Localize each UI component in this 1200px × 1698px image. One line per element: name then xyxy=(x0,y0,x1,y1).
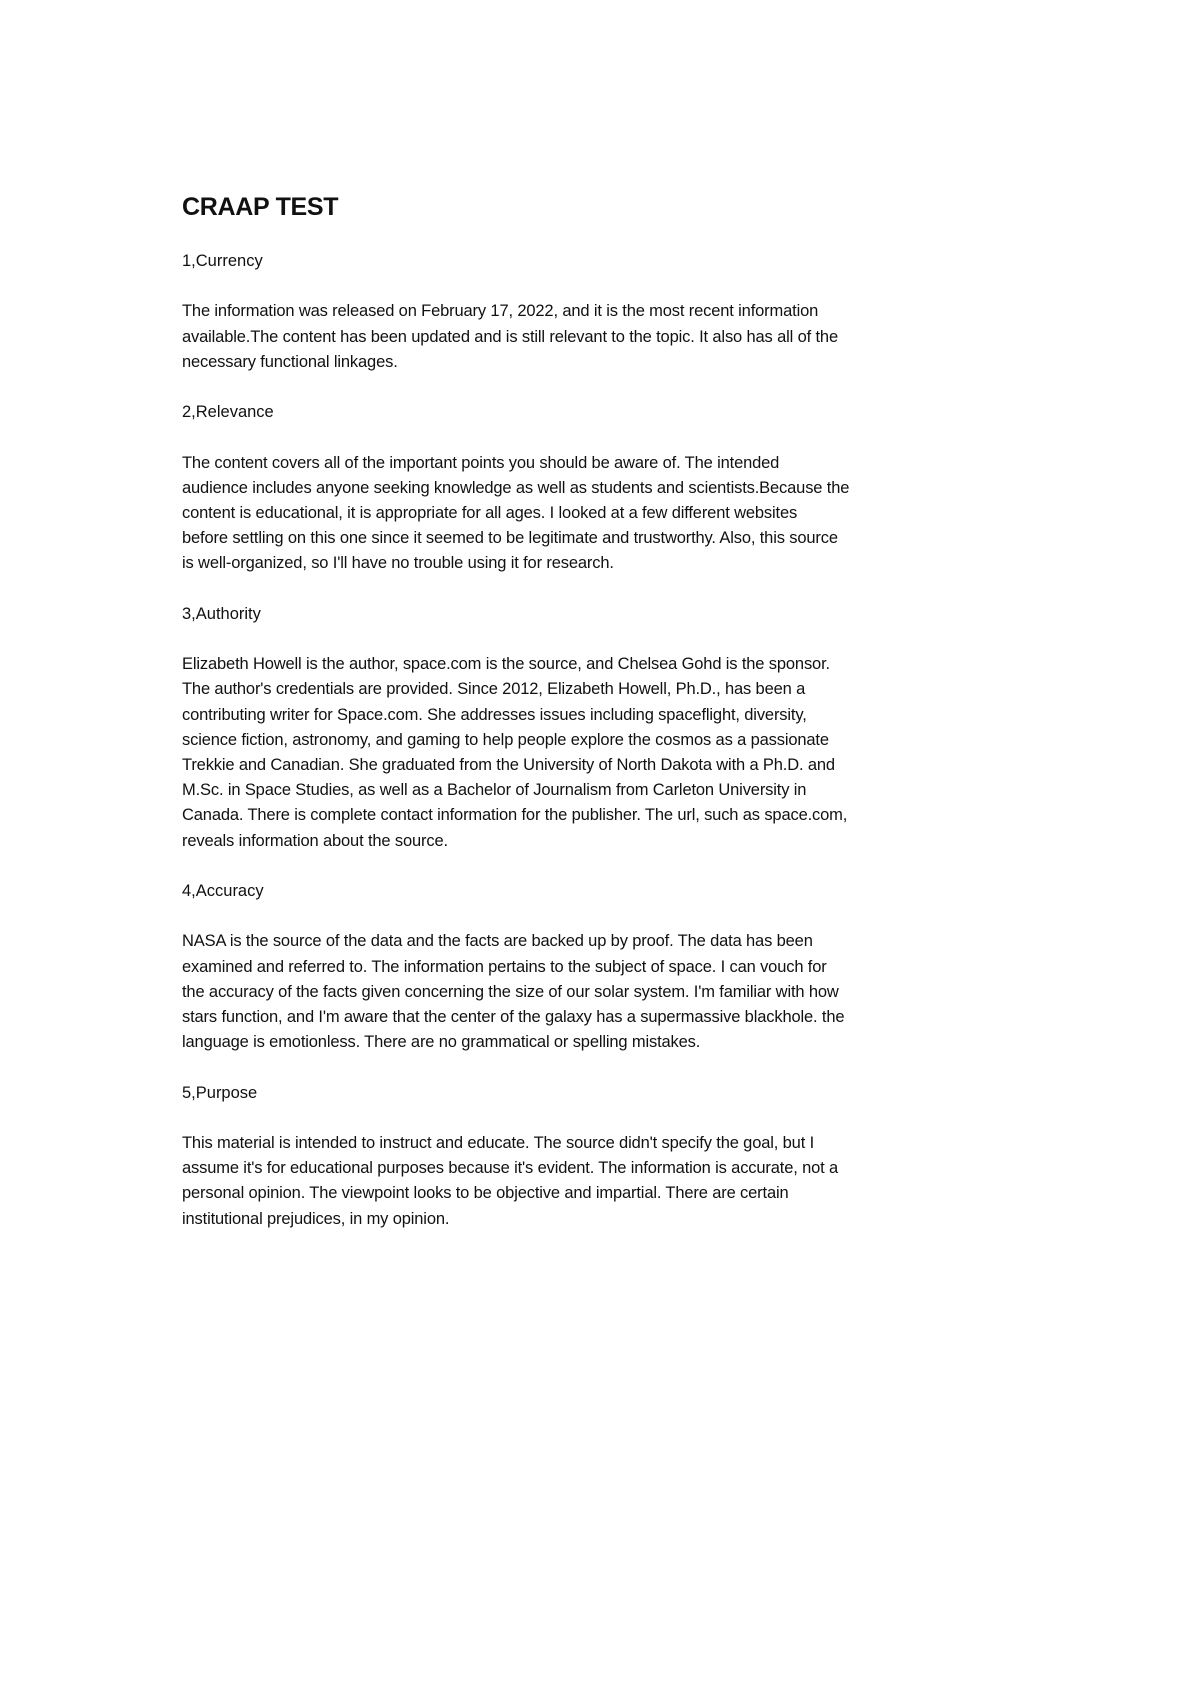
paragraph-line: language is emotionless. There are no grammatical or spelling mistakes. xyxy=(182,1033,701,1052)
paragraph-line: The author's credentials are provided. Since 2012, Elizabeth Howell, Ph.D., has been a xyxy=(182,680,806,699)
paragraph-line: This material is intended to instruct and educate. The source didn't specify the goal, but I xyxy=(182,1133,814,1152)
section-heading: 2,Relevance xyxy=(182,403,274,422)
paragraph-line: Elizabeth Howell is the author, space.com is the source, and Chelsea Gohd is the sponsor. xyxy=(182,655,830,674)
section-paragraph xyxy=(182,1131,1042,1232)
paragraph-line: assume it's for educational purposes because it's evident. The information is accurate, not a xyxy=(182,1159,839,1178)
paragraph-line: audience includes anyone seeking knowledge as well as students and scientists.Because the xyxy=(182,478,850,497)
section xyxy=(182,400,1042,576)
paragraph-line: content is educational, it is appropriate for all ages. I looked at a few different websites xyxy=(182,503,798,522)
paragraph-line: stars function, and I'm aware that the center of the galaxy has a supermassive blackhole. the xyxy=(182,1007,845,1026)
section xyxy=(182,1081,1042,1232)
paragraph-line: The information was released on February 17, 2022, and it is the most recent information xyxy=(182,302,819,321)
section-paragraph xyxy=(182,299,1042,375)
paragraph-line: the accuracy of the facts given concerning the size of our solar system. I'm familiar with how xyxy=(182,982,839,1001)
paragraph-line: available.The content has been updated and is still relevant to the topic. It also has all of the xyxy=(182,327,838,346)
section-paragraph xyxy=(182,929,1042,1055)
document-page xyxy=(182,190,1042,1257)
paragraph-line: science fiction, astronomy, and gaming to help people explore the cosmos as a passionate xyxy=(182,730,829,749)
paragraph-line: reveals information about the source. xyxy=(182,831,448,850)
document-body xyxy=(182,249,1042,1232)
paragraph-line: institutional prejudices, in my opinion. xyxy=(182,1209,450,1228)
section xyxy=(182,879,1042,1055)
section-heading: 1,Currency xyxy=(182,252,263,270)
paragraph-line: before settling on this one since it seemed to be legitimate and trustworthy. Also, this source xyxy=(182,529,838,548)
section-heading: 5,Purpose xyxy=(182,1083,258,1102)
paragraph-line: necessary functional linkages. xyxy=(182,352,398,371)
section-heading: 3,Authority xyxy=(182,604,261,623)
section xyxy=(182,602,1042,854)
section xyxy=(182,249,1042,375)
paragraph-line: NASA is the source of the data and the facts are backed up by proof. The data has been xyxy=(182,932,813,951)
paragraph-line: examined and referred to. The information pertains to the subject of space. I can vouch for xyxy=(182,957,827,976)
paragraph-line: The content covers all of the important points you should be aware of. The intended xyxy=(182,453,780,472)
paragraph-line: contributing writer for Space.com. She addresses issues including spaceflight, diversity, xyxy=(182,705,807,724)
document-title: CRAAP TEST xyxy=(182,193,339,221)
paragraph-line: M.Sc. in Space Studies, as well as a Bachelor of Journalism from Carleton University in xyxy=(182,781,807,800)
paragraph-line: personal opinion. The viewpoint looks to be objective and impartial. There are certain xyxy=(182,1184,789,1203)
paragraph-line: is well-organized, so I'll have no trouble using it for research. xyxy=(182,554,614,573)
paragraph-line: Trekkie and Canadian. She graduated from the University of North Dakota with a Ph.D. and xyxy=(182,755,835,774)
section-paragraph xyxy=(182,451,1042,577)
paragraph-line: Canada. There is complete contact information for the publisher. The url, such as space.com, xyxy=(182,806,848,825)
section-paragraph xyxy=(182,652,1042,854)
section-heading: 4,Accuracy xyxy=(182,881,264,900)
